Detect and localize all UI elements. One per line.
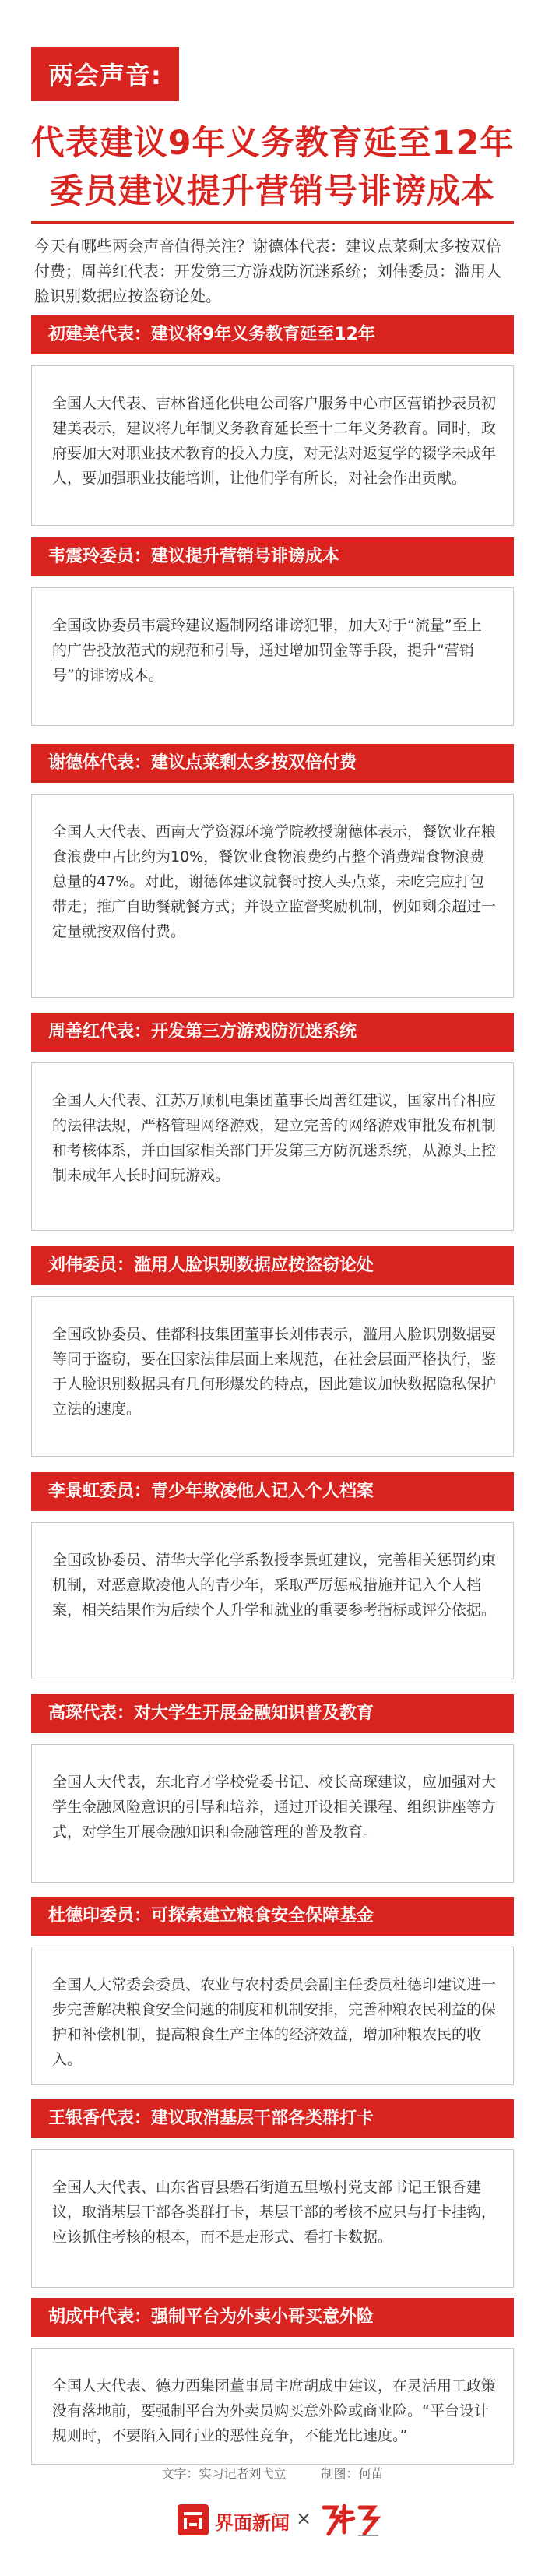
section-body: 全国人大代表、山东省曹县磐石街道五里墩村党支部书记王银香建议，取消基层干部各类群打卡，基层干部的考核不应只与打卡挂钩，应该抓住考核的根本，而不是走形式、看打卡数据。 — [31, 2149, 514, 2288]
cross-symbol: × — [296, 2507, 312, 2529]
footer-brand-bar — [0, 2497, 545, 2543]
section-3 — [31, 744, 514, 998]
brand-name: 界面新闻 — [215, 2512, 290, 2534]
section-heading: 杜德印委员：可探索建立粮食安全保障基金 — [31, 1897, 514, 1936]
section-body: 全国政协委员、佳都科技集团董事长刘伟表示，滥用人脸识别数据要等同于盗窃，要在国家法律层面上来规范，在社会层面严格执行，鉴于人脸识别数据具有几何形爆发的特点，因此建议加快数据隐私保护立法的速度。 — [31, 1296, 514, 1457]
page-title-line2: 委员建议提升营销号诽谤成本 — [50, 172, 495, 211]
section-heading: 初建美代表：建议将9年义务教育延至12年 — [31, 315, 514, 354]
section-heading: 韦震玲委员：建议提升营销号诽谤成本 — [31, 537, 514, 576]
section-body: 全国人大常委会委员、农业与农村委员会副主任委员杜德印建议进一步完善解决粮食安全问题的制度和机制安排，完善种粮农民利益的保护和补偿机制，提高粮食生产主体的经济效益，增加种粮农民的收入。 — [31, 1947, 514, 2085]
section-body: 全国政协委员韦震玲建议遏制网络诽谤犯罪，加大对于“流量”至上的广告投放范式的规范和引导，通过增加罚金等手段，提升“营销号”的诽谤成本。 — [31, 587, 514, 726]
section-body: 全国政协委员、清华大学化学系教授李景虹建议，完善相关惩罚约束机制，对恶意欺凌他人的青少年，采取严厉惩戒措施并记入个人档案，相关结果作为后续个人升学和就业的重要参考指标或评分依据。 — [31, 1522, 514, 1679]
section-6 — [31, 1472, 514, 1679]
section-body: 全国人大代表、德力西集团董事局主席胡成中建议，在灵活用工政策没有落地前，要强制平台为外卖员购买意外险或商业险。“平台设计规则时，不要陷入同行业的恶性竞争，不能光比速度。” — [31, 2348, 514, 2465]
section-1 — [31, 315, 514, 526]
design-credit: 制图：何苗 — [321, 2466, 384, 2481]
section-heading: 王银香代表：建议取消基层干部各类群打卡 — [31, 2099, 514, 2138]
section-heading: 高琛代表：对大学生开展金融知识普及教育 — [31, 1694, 514, 1733]
section-heading: 周善红代表：开发第三方游戏防沉迷系统 — [31, 1013, 514, 1052]
section-4 — [31, 1013, 514, 1231]
section-9 — [31, 2099, 514, 2288]
header-tag: 两会声音: — [31, 47, 179, 101]
title-divider — [31, 221, 514, 224]
jiemian-logo-icon — [178, 2504, 209, 2535]
section-10 — [31, 2298, 514, 2465]
section-body: 全国人大代表、吉林省通化供电公司客户服务中心市区营销抄表员初建美表示，建议将九年制义务教育延长至十二年义务教育。同时，政府要加大对职业技术教育的投入力度，对无法对返复学的辍学未成年人，要加强职业技能培训，让他们学有所长，对社会作出贡献。 — [31, 365, 514, 526]
section-8 — [31, 1897, 514, 2085]
section-2 — [31, 537, 514, 726]
intro-paragraph: 今天有哪些两会声音值得关注？谢德体代表：建议点菜剩太多按双倍付费；周善红代表：开发第三方游戏防沉迷系统；刘伟委员：滥用人脸识别数据应按盗窃论处。 — [34, 237, 501, 305]
credits-line — [0, 2464, 545, 2482]
partner-logo-icon — [319, 2501, 382, 2539]
section-heading: 胡成中代表：强制平台为外卖小哥买意外险 — [31, 2298, 514, 2337]
section-body: 全国人大代表，东北育才学校党委书记、校长高琛建议，应加强对大学生金融风险意识的引导和培养，通过开设相关课程、组织讲座等方式，对学生开展金融知识和金融管理的普及教育。 — [31, 1744, 514, 1883]
section-7 — [31, 1694, 514, 1883]
author-credit: 文字：实习记者刘弋立 — [161, 2466, 287, 2481]
section-heading: 谢德体代表：建议点菜剩太多按双倍付费 — [31, 744, 514, 783]
section-body: 全国人大代表、江苏万顺机电集团董事长周善红建议，国家出台相应的法律法规，严格管理网络游戏，建立完善的网络游戏审批发布机制和考核体系，并由国家相关部门开发第三方防沉迷系统，从源头上控制未成年人长时间玩游戏。 — [31, 1062, 514, 1231]
section-heading: 刘伟委员：滥用人脸识别数据应按盗窃论处 — [31, 1246, 514, 1285]
page-title-line1: 代表建议9年义务教育延至12年 — [30, 124, 515, 163]
section-5 — [31, 1246, 514, 1457]
section-body: 全国人大代表、西南大学资源环境学院教授谢德体表示，餐饮业在粮食浪费中占比约为10%，餐饮业食物浪费约占整个消费端食物浪费总量的47%。对此，谢德体建议就餐时按人头点菜，未吃完应打包带走；推广自助餐就餐方式；并设立监督奖励机制，例如剩余超过一定量就按双倍付费。 — [31, 794, 514, 998]
section-heading: 李景虹委员：青少年欺凌他人记入个人档案 — [31, 1472, 514, 1511]
